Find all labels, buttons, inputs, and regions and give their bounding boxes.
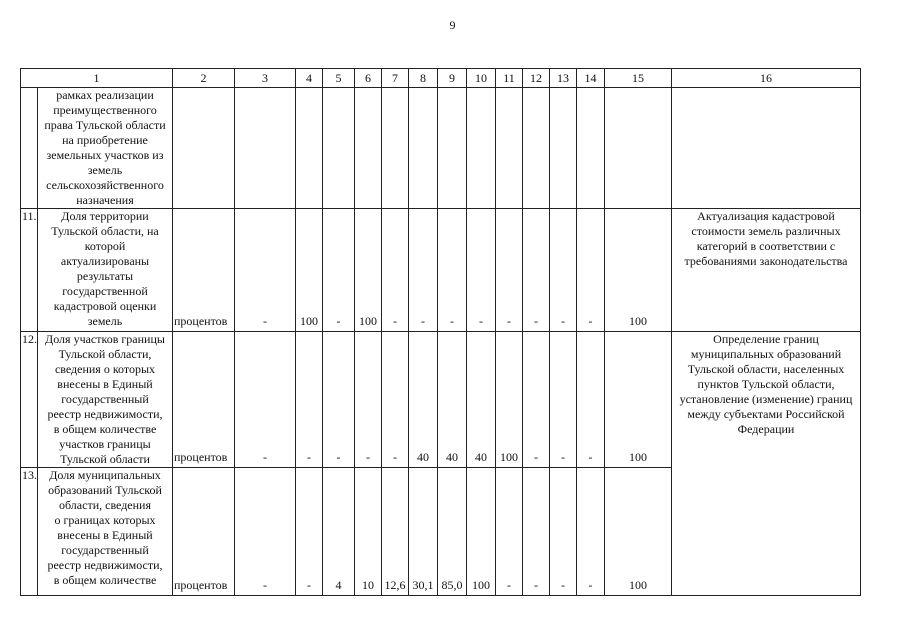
table-row xyxy=(21,209,861,332)
value-cell xyxy=(496,88,523,209)
indicator-name-line: Доля муниципальных xyxy=(49,468,161,482)
value-cell: 85,0 xyxy=(438,468,467,596)
indicator-name-line: результаты xyxy=(76,269,134,283)
value-cell: - xyxy=(323,209,355,332)
indicator-name-line: рамках реализации xyxy=(56,88,154,102)
indicator-name-line: права Тульской области xyxy=(44,118,166,132)
indicator-name-line: государственной xyxy=(62,284,148,298)
value-cell: - xyxy=(296,332,323,468)
indicator-name-line: актуализированы xyxy=(60,254,150,268)
value-cell: 30,1 xyxy=(409,468,438,596)
indicator-name-line: преимущественного xyxy=(53,103,157,117)
header-cell: 5 xyxy=(323,69,355,88)
row-number: 13. xyxy=(21,468,38,596)
value-cell: - xyxy=(577,209,605,332)
value-cell xyxy=(577,88,605,209)
row-number xyxy=(21,88,38,209)
indicator-name xyxy=(38,468,173,596)
value-cell: - xyxy=(409,209,438,332)
header-cell: 14 xyxy=(577,69,605,88)
header-row xyxy=(21,69,861,88)
table-row xyxy=(21,88,861,209)
table-body xyxy=(21,88,861,596)
indicator-name xyxy=(38,332,173,468)
note-cell xyxy=(672,332,861,596)
header-cell: 16 xyxy=(672,69,861,88)
indicator-name-line: сведения о которых xyxy=(54,362,156,376)
note-line: Определение границ xyxy=(713,332,819,346)
indicator-name-line: земель xyxy=(87,163,123,177)
unit-cell xyxy=(173,88,235,209)
header-cell: 3 xyxy=(235,69,296,88)
value-cell: - xyxy=(382,332,409,468)
value-cell xyxy=(467,88,496,209)
value-cell: - xyxy=(523,332,550,468)
indicator-name-line: реестр недвижимости, xyxy=(47,407,163,421)
value-cell: - xyxy=(382,209,409,332)
indicator-name-line: Доля территории xyxy=(61,209,149,223)
value-cell: 40 xyxy=(438,332,467,468)
row-number: 12. xyxy=(21,332,38,468)
indicator-name-line: Тульской области xyxy=(60,452,150,466)
value-cell xyxy=(355,88,382,209)
value-cell: - xyxy=(550,468,577,596)
header-cell: 1 xyxy=(21,69,173,88)
indicator-name-line: назначения xyxy=(76,193,134,207)
indicator-name-line: в общем количестве xyxy=(53,573,157,587)
note-line: пунктов Тульской области, xyxy=(697,377,835,391)
indicator-name xyxy=(38,88,173,209)
note-line: стоимости земель различных xyxy=(691,224,841,238)
indicator-name-line: внесены в Единый xyxy=(57,528,153,542)
value-cell: 100 xyxy=(355,209,382,332)
page-number: 9 xyxy=(449,18,456,32)
value-cell: - xyxy=(577,332,605,468)
value-cell: - xyxy=(438,209,467,332)
value-cell xyxy=(605,88,672,209)
value-cell: - xyxy=(235,332,296,468)
note-line: Тульской области, населенных xyxy=(687,362,845,376)
indicator-name-line: Тульской области, на xyxy=(51,224,159,238)
indicator-name-line: которой xyxy=(84,239,126,253)
note-line: Актуализация кадастровой xyxy=(697,209,835,223)
value-cell: - xyxy=(496,468,523,596)
value-cell: - xyxy=(235,209,296,332)
value-cell: 4 xyxy=(323,468,355,596)
value-cell: - xyxy=(323,332,355,468)
header-cell: 13 xyxy=(550,69,577,88)
note-line: между субъектами Российской xyxy=(687,407,845,421)
unit-cell: процентов xyxy=(173,332,235,468)
value-cell xyxy=(523,88,550,209)
header-cell: 6 xyxy=(355,69,382,88)
row-number: 11. xyxy=(21,209,38,332)
header-cell: 7 xyxy=(382,69,409,88)
value-cell: 40 xyxy=(409,332,438,468)
value-cell xyxy=(296,88,323,209)
note-cell xyxy=(672,209,861,332)
value-cell xyxy=(550,88,577,209)
header-cell: 4 xyxy=(296,69,323,88)
note-line: Федерации xyxy=(737,422,795,436)
indicator-name-line: Тульской области, xyxy=(58,347,152,361)
header-cell: 9 xyxy=(438,69,467,88)
indicator-name-line: участков границы xyxy=(59,437,151,451)
value-cell xyxy=(409,88,438,209)
value-cell: 100 xyxy=(605,209,672,332)
indicator-name-line: государственный xyxy=(61,543,149,557)
indicator-name-line: земель xyxy=(87,314,123,328)
indicator-name-line: образований Тульской xyxy=(48,483,162,497)
indicator-name-line: на приобретение xyxy=(62,133,148,147)
indicator-name-line: реестр недвижимости, xyxy=(47,558,163,572)
value-cell: - xyxy=(496,209,523,332)
value-cell: 100 xyxy=(296,209,323,332)
value-cell: 100 xyxy=(467,468,496,596)
header-cell: 12 xyxy=(523,69,550,88)
table-row xyxy=(21,332,861,468)
note-cell xyxy=(672,88,861,209)
value-cell xyxy=(382,88,409,209)
indicator-name-line: внесены в Единый xyxy=(57,377,153,391)
indicator-name-line: о границах которых xyxy=(54,513,156,527)
value-cell: - xyxy=(550,332,577,468)
indicator-table xyxy=(20,68,861,596)
value-cell: - xyxy=(523,209,550,332)
value-cell: 100 xyxy=(605,332,672,468)
indicator-name-line: кадастровой оценки xyxy=(53,299,157,313)
header-cell: 2 xyxy=(173,69,235,88)
indicator-name-line: государственный xyxy=(61,392,149,406)
value-cell: 12,6 xyxy=(382,468,409,596)
value-cell: 100 xyxy=(605,468,672,596)
value-cell: - xyxy=(523,468,550,596)
note-line: установление (изменение) границ xyxy=(679,392,853,406)
value-cell xyxy=(323,88,355,209)
value-cell: - xyxy=(467,209,496,332)
unit-cell: процентов xyxy=(173,209,235,332)
value-cell: - xyxy=(550,209,577,332)
header-cell: 8 xyxy=(409,69,438,88)
unit-cell: процентов xyxy=(173,468,235,596)
value-cell xyxy=(235,88,296,209)
note-line: требованиями законодательства xyxy=(684,254,848,268)
value-cell: 10 xyxy=(355,468,382,596)
header-cell: 10 xyxy=(467,69,496,88)
header-cell: 15 xyxy=(605,69,672,88)
indicator-name-line: сельскохозяйственного xyxy=(46,178,164,192)
indicator-name xyxy=(38,209,173,332)
value-cell xyxy=(438,88,467,209)
note-line: категорий в соответствии с xyxy=(696,239,836,253)
indicator-name-line: в общем количестве xyxy=(53,422,157,436)
indicator-name-line: земельных участков из xyxy=(46,148,164,162)
value-cell: - xyxy=(355,332,382,468)
value-cell: 100 xyxy=(496,332,523,468)
header-cell: 11 xyxy=(496,69,523,88)
indicator-name-line: Доля участков границы xyxy=(45,332,165,346)
value-cell: - xyxy=(296,468,323,596)
note-line: муниципальных образований xyxy=(690,347,842,361)
indicator-name-line: области, сведения xyxy=(59,498,151,512)
value-cell: - xyxy=(235,468,296,596)
value-cell: 40 xyxy=(467,332,496,468)
value-cell: - xyxy=(577,468,605,596)
